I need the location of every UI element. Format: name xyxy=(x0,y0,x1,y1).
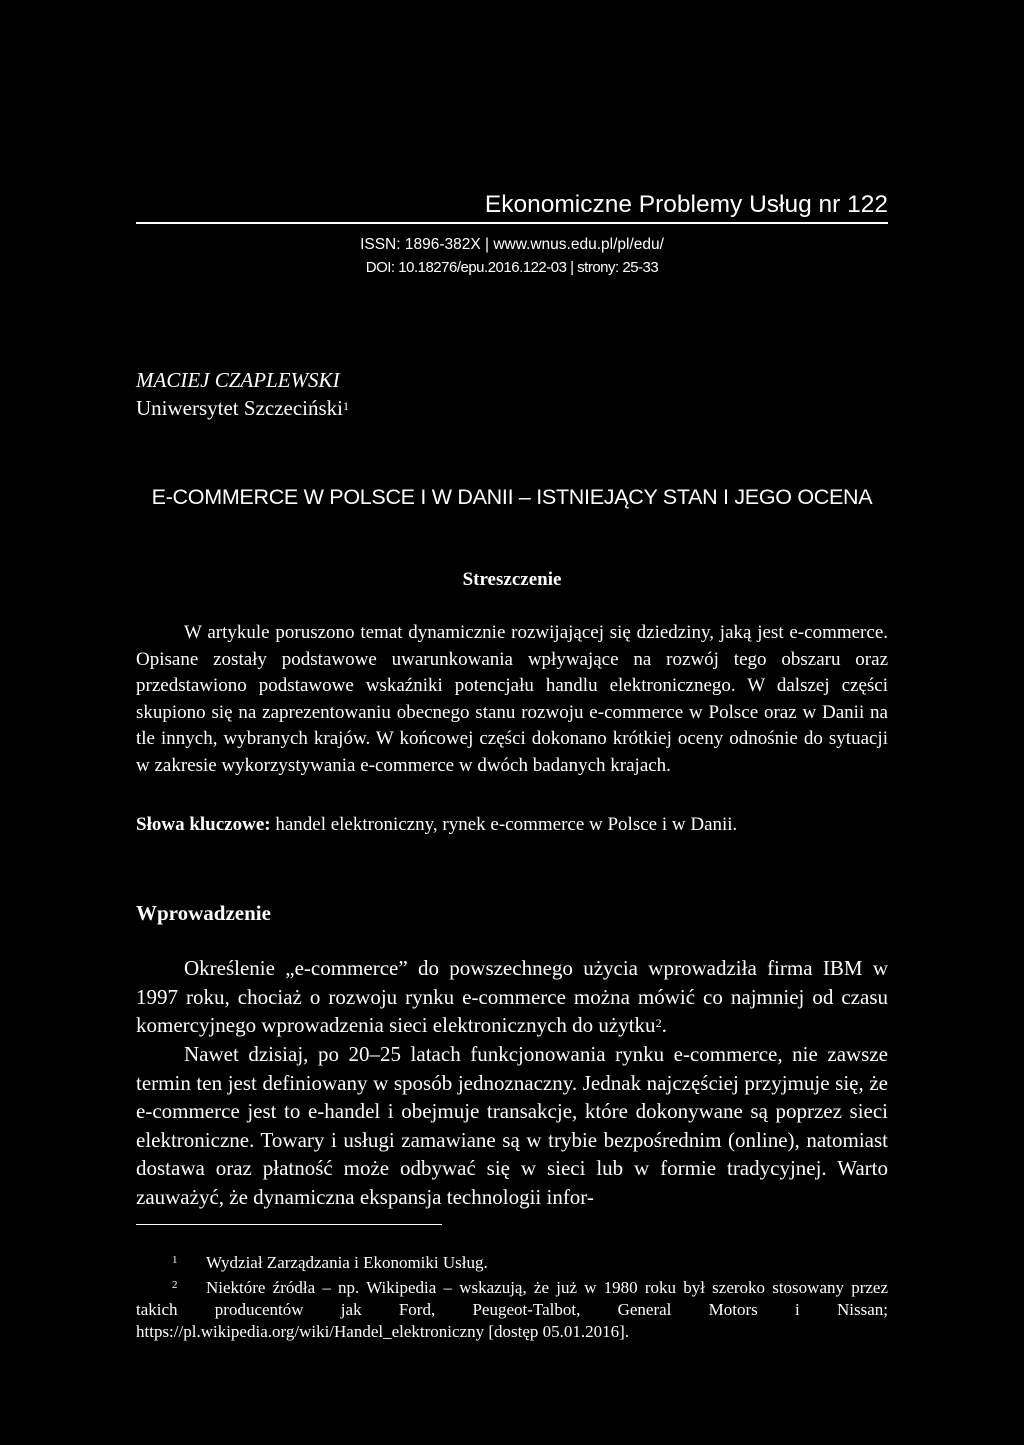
author-name: MACIEJ CZAPLEWSKI xyxy=(136,368,340,392)
intro-paragraph-1-end: . xyxy=(661,1013,667,1038)
doi-line: DOI: 10.18276/epu.2016.122-03 | strony: 25-33 xyxy=(365,259,659,276)
keywords-label: Słowa kluczowe: xyxy=(136,814,271,835)
author-affiliation xyxy=(136,395,349,421)
intro-paragraph-1-text: Określenie „e-commerce” do powszechnego użycia wprowadziła firma IBM w 1997 roku, chociaż o rozwoju rynku e-commerce można mówić co najmniej od czasu komercyjnego wprowadzenia sieci elektronicznych do użytku xyxy=(136,956,888,1038)
footnote-number: 2 xyxy=(172,1279,178,1291)
intro-paragraph-1 xyxy=(136,954,888,1040)
header-divider xyxy=(136,222,888,224)
keywords xyxy=(136,812,888,839)
footnote-item xyxy=(136,1252,888,1274)
section-heading-introduction: Wprowadzenie xyxy=(136,901,271,925)
keywords-text: handel elektroniczny, rynek e-commerce w Polsce i w Danii. xyxy=(270,814,738,835)
footnote-divider xyxy=(136,1224,442,1225)
footnote-marker-2: 2 xyxy=(655,1016,662,1031)
affiliation-footnote-marker: 1 xyxy=(343,399,350,413)
intro-paragraph-2: Nawet dzisiaj, po 20–25 latach funkcjonowania rynku e-commerce, nie zawsze termin ten jest definiowany w sposób jednoznaczny. Jednak najczęściej przyjmuje się, że e-commerce jest to e-handel i obejmuje transakcje, które dokonywane są poprzez sieci elektroniczne. Towary i usługi zamawiane są w trybie bezpośrednim (online), natomiast dostawa oraz płatność może odbywać się w sieci lub w formie tradycyjnej. Warto zauważyć, że dynamiczna ekspansja technologii infor- xyxy=(136,1042,888,1209)
abstract-heading: Streszczenie xyxy=(462,569,562,590)
footnote-number: 1 xyxy=(172,1254,178,1266)
journal-title: Ekonomiczne Problemy Usług nr 122 xyxy=(484,191,888,218)
issn-line: ISSN: 1896-382X | www.wnus.edu.pl/pl/edu/ xyxy=(360,236,664,253)
article-title: E-COMMERCE W POLSCE I W DANII – ISTNIEJĄCY STAN I JEGO OCENA xyxy=(151,485,873,509)
affiliation-text: Uniwersytet Szczeciński xyxy=(136,396,344,420)
footnote-item xyxy=(136,1277,888,1343)
footnote-text: Niektóre źródła – np. Wikipedia – wskazują, że już w 1980 roku był szeroko stosowany przez takich producentów jak Ford, Peugeot-Talbot, General Motors i Nissan; https://pl.wikipedia.org/wiki/Handel_elektroniczny [dostęp 05.01.2016]. xyxy=(136,1278,888,1341)
abstract-body: W artykule poruszono temat dynamicznie rozwijającej się dziedziny, jaką jest e-commerce. Opisane zostały podstawowe uwarunkowania wpływające na rozwój tego obszaru oraz przedstawiono podstawowe wskaźniki potencjału handlu elektronicznego. W dalszej części skupiono się na zaprezentowaniu obecnego stanu rozwoju e-commerce w Polsce oraz w Danii na tle innych, wybranych krajów. W końcowej części dokonano krótkiej oceny odnośnie do sytuacji w zakresie wykorzystywania e-commerce w dwóch badanych krajach. xyxy=(136,622,888,776)
footnote-text: Wydział Zarządzania i Ekonomiki Usług. xyxy=(206,1253,488,1272)
